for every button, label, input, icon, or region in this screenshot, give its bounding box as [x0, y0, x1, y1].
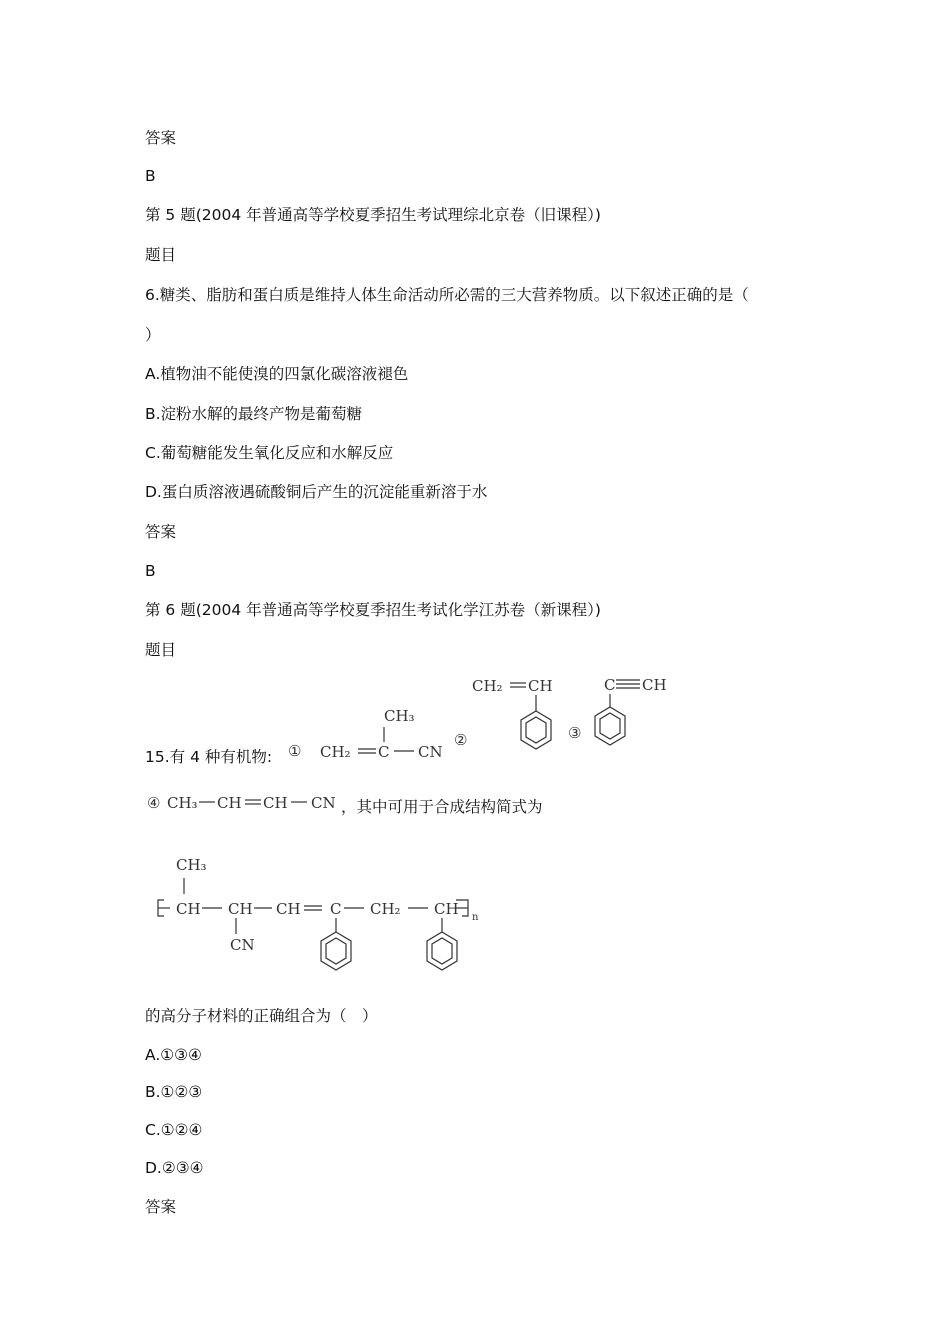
- question-5-option-a: A.植物油不能使溴的四氯化碳溶液褪色: [145, 365, 409, 383]
- p-ch-d: CH: [434, 900, 459, 918]
- question-5-title-label: 题目: [145, 246, 177, 264]
- label-one: ①: [288, 742, 302, 760]
- question-6-stem-line-2: ，其中可用于合成结构简式为: [341, 798, 543, 816]
- p-ch-a: CH: [176, 900, 201, 918]
- answer-value: B: [145, 167, 156, 185]
- p-ch2: CH₂: [370, 900, 401, 918]
- m3-c: C: [604, 676, 616, 694]
- p-c: C: [330, 900, 342, 918]
- answer-label: 答案: [145, 1198, 177, 1216]
- answer-label: 答案: [145, 129, 177, 147]
- question-6-heading: 第 6 题(2004 年普通高等学校夏季招生考试化学江苏卷（新课程）): [145, 601, 601, 619]
- question-5-option-d: D.蛋白质溶液遇硫酸铜后产生的沉淀能重新溶于水: [145, 483, 488, 501]
- p-ch-b: CH: [228, 900, 253, 918]
- question-5-stem-line-1: 6.糖类、脂肪和蛋白质是维持人体生命活动所必需的三大营养物质。以下叙述正确的是（: [145, 286, 749, 304]
- m4-cn: CN: [311, 794, 336, 812]
- m1-ch3: CH₃: [384, 707, 415, 725]
- monomer-structures: [280, 665, 700, 770]
- p-n: n: [472, 912, 479, 923]
- answer-value: B: [145, 562, 156, 580]
- m1-c: C: [378, 743, 390, 761]
- label-four: ④: [147, 794, 161, 812]
- polymer-structure: [150, 848, 500, 988]
- m1-cn: CN: [418, 743, 443, 761]
- m4-ch-1: CH: [217, 794, 242, 812]
- m3-ch: CH: [642, 676, 667, 694]
- question-6-stem-line-3: 的高分子材料的正确组合为（ ）: [145, 1007, 378, 1025]
- question-6-option-a: A.①③④: [145, 1046, 202, 1064]
- label-two: ②: [454, 731, 468, 749]
- question-6-stem-line-1: 15.有 4 种有机物:: [145, 748, 273, 766]
- question-6-option-c: C.①②④: [145, 1121, 203, 1139]
- question-6-option-d: D.②③④: [145, 1159, 204, 1177]
- question-6-title-label: 题目: [145, 641, 177, 659]
- p-cn: CN: [230, 936, 255, 954]
- monomer-four-structure: [145, 788, 345, 818]
- answer-label: 答案: [145, 523, 177, 541]
- m2-ch: CH: [528, 677, 553, 695]
- question-5-option-b: B.淀粉水解的最终产物是葡萄糖: [145, 405, 363, 423]
- p-ch3: CH₃: [176, 856, 207, 874]
- m2-ch2: CH₂: [472, 677, 503, 695]
- m4-ch3: CH₃: [167, 794, 198, 812]
- m4-ch-2: CH: [263, 794, 288, 812]
- question-5-stem-line-2: ）: [145, 326, 161, 344]
- label-three: ③: [568, 724, 582, 742]
- m1-ch2: CH₂: [320, 743, 351, 761]
- question-6-option-b: B.①②③: [145, 1083, 203, 1101]
- p-ch-c: CH: [276, 900, 301, 918]
- question-5-option-c: C.葡萄糖能发生氧化反应和水解反应: [145, 444, 394, 462]
- question-5-heading: 第 5 题(2004 年普通高等学校夏季招生考试理综北京卷（旧课程）): [145, 206, 601, 224]
